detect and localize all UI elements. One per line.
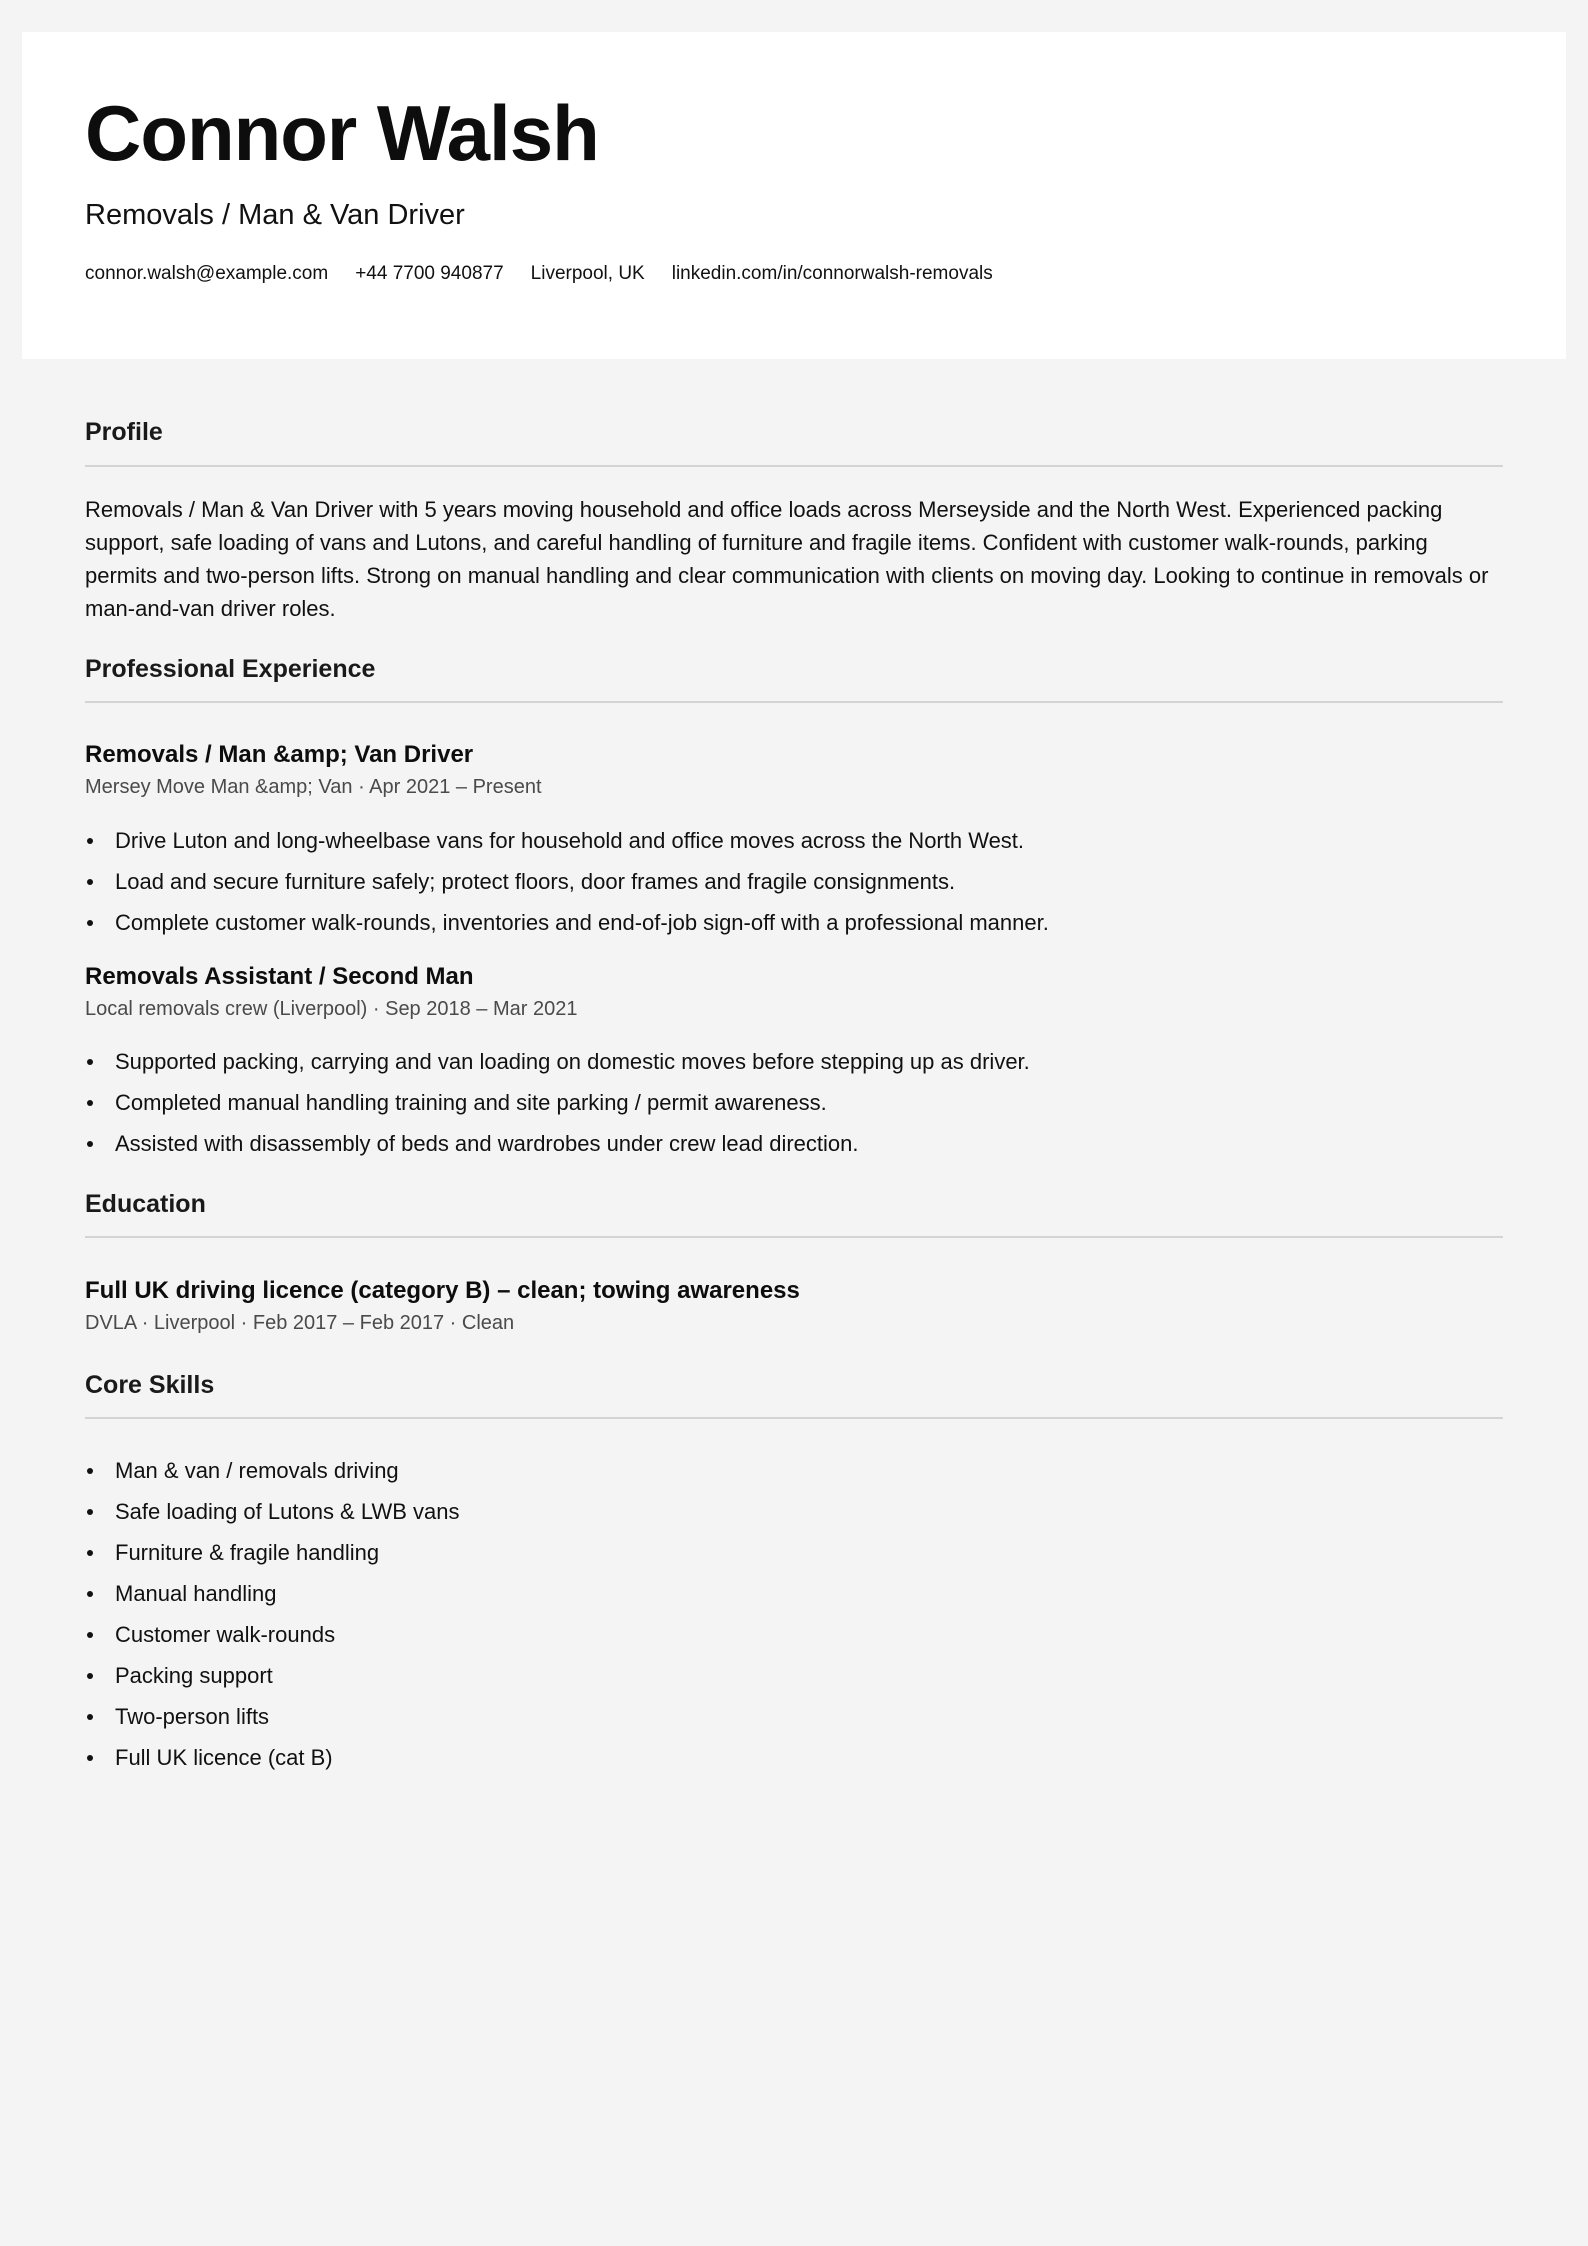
profile-heading: Profile: [85, 418, 163, 446]
list-item: Man & van / removals driving: [85, 1450, 459, 1491]
skills-heading: Core Skills: [85, 1371, 215, 1399]
list-item: Complete customer walk-rounds, inventories and end-of-job sign-off with a professional manner.: [85, 902, 1049, 943]
job-meta-1: Mersey Move Man &amp; Van · Apr 2021 – Present: [85, 776, 542, 798]
education-heading: Education: [85, 1190, 206, 1218]
contact-linkedin[interactable]: linkedin.com/in/connorwalsh-removals: [671, 263, 993, 284]
contact-phone[interactable]: +44 7700 940877: [355, 263, 504, 284]
contact-email[interactable]: connor.walsh@example.com: [85, 263, 329, 284]
job-bullets-1: [85, 820, 1049, 943]
list-item: Two-person lifts: [85, 1696, 459, 1737]
list-item: Manual handling: [85, 1573, 459, 1614]
list-item: Customer walk-rounds: [85, 1614, 459, 1655]
list-item: Furniture & fragile handling: [85, 1532, 459, 1573]
job-title-2: Removals Assistant / Second Man: [85, 963, 474, 990]
experience-divider: [85, 701, 1503, 703]
skills-divider: [85, 1417, 1503, 1419]
list-item: Packing support: [85, 1655, 459, 1696]
profile-text: Removals / Man & Van Driver with 5 years moving household and office loads across Merseyside and the North West. Experienced packing support, safe loading of vans and Lutons, and careful handling of furniture and fragile items. Confident with customer walk-rounds, parking permits and two-person lifts. Strong on manual handling and clear communication with clients on moving day. Looking to continue in removals or man-and-van driver roles.: [85, 497, 1489, 621]
job-meta-2: Local removals crew (Liverpool) · Sep 2018 – Mar 2021: [85, 998, 578, 1020]
candidate-name: Connor Walsh: [85, 89, 599, 177]
contact-location: Liverpool, UK: [530, 263, 645, 284]
job-bullets-2: [85, 1041, 1030, 1164]
candidate-title: Removals / Man & Van Driver: [85, 199, 465, 231]
skills-list: [85, 1450, 459, 1778]
list-item: Drive Luton and long-wheelbase vans for household and office moves across the North West.: [85, 820, 1049, 861]
list-item: Full UK licence (cat B): [85, 1737, 459, 1778]
profile-divider: [85, 465, 1503, 467]
list-item: Completed manual handling training and site parking / permit awareness.: [85, 1082, 1030, 1123]
education-divider: [85, 1236, 1503, 1238]
list-item: Supported packing, carrying and van loading on domestic moves before stepping up as driver.: [85, 1041, 1030, 1082]
contact-row: [85, 262, 1020, 287]
experience-heading: Professional Experience: [85, 655, 376, 683]
list-item: Safe loading of Lutons & LWB vans: [85, 1491, 459, 1532]
education-meta-1: DVLA · Liverpool · Feb 2017 – Feb 2017 · Clean: [85, 1312, 515, 1334]
list-item: Load and secure furniture safely; protect floors, door frames and fragile consignments.: [85, 861, 1049, 902]
resume-header: [22, 32, 1566, 359]
education-title-1: Full UK driving licence (category B) – clean; towing awareness: [85, 1277, 800, 1304]
job-title-1: Removals / Man &amp; Van Driver: [85, 741, 474, 768]
list-item: Assisted with disassembly of beds and wardrobes under crew lead direction.: [85, 1123, 1030, 1164]
